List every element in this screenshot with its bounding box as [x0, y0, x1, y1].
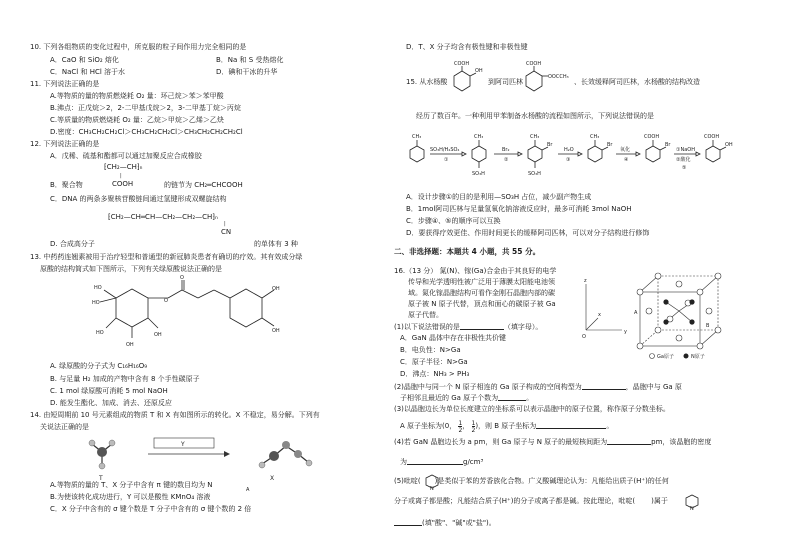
- svg-text:OH: OH: [475, 68, 483, 74]
- q16-part2-line1: (2)晶胞中与同一个 N 原子相连的 Ga 原子构成的空间构型为 ，晶胞中与 Ga 原: [394, 383, 682, 391]
- left-column: [24, 0, 384, 560]
- pyridine-structure-2: [682, 492, 702, 512]
- svg-text:CH₃: CH₃: [412, 134, 422, 140]
- svg-text:y: y: [624, 329, 627, 335]
- q16-part5-line2: 分子或离子都是酸；凡能结合质子(H⁺)的分子或离子都是碱。按此理论，吡啶( )属于: [394, 497, 668, 505]
- q16-part4-line1: (4)若 GaN 晶胞边长为 a pm，则 Ga 原子与 N 原子的最短核间距为 pm，该晶胞的密度: [394, 438, 712, 446]
- svg-text:O: O: [164, 298, 168, 304]
- q12-option-d: D. 合成高分子: [50, 240, 95, 248]
- q14-stem-1: 14. 由短周期前 10 号元素组成的物质 T 和 X 有如图所示的转化。X 不稳定，易分解。下列有: [30, 411, 320, 419]
- q10-option-c: C．NaCl 和 HCl 溶于水: [50, 68, 126, 76]
- gan-unit-cell-diagram: [582, 262, 732, 362]
- svg-text:③: ③: [566, 157, 571, 163]
- q11-option-c: C.等质量的物质燃烧耗 O₂ 量：乙烷＞甲烷＞乙烯＞乙炔: [50, 116, 224, 124]
- svg-text:B: B: [706, 323, 710, 329]
- svg-text:x: x: [598, 312, 601, 318]
- q16-part5-line1: (5)吡啶( )是类似于苯的芳香族化合物。广义酸碱理论认为：凡能给出质子(H⁺)的任何: [394, 477, 669, 485]
- svg-text:①NaOH: ①NaOH: [676, 147, 695, 153]
- q10-stem: 10. 下列各组物质的变化过程中，所克服的粒子间作用力完全相同的是: [30, 43, 247, 51]
- svg-text:Br₂: Br₂: [502, 147, 510, 153]
- q16-part1-option-b: B．电负性：N>Ga: [400, 346, 461, 354]
- chlorogenic-acid-structure: [86, 276, 306, 356]
- svg-text:CH₃: CH₃: [530, 134, 540, 140]
- q12-polymer-b-cooh: COOH: [112, 180, 134, 188]
- fraction-half-2: $\frac{1}{2}$: [471, 420, 476, 434]
- q12-option-b-end: 的链节为 CH₂═CHCOOH: [164, 181, 243, 189]
- aspirin-side-label: OOCCH₃: [548, 74, 569, 80]
- q13-stem-1: 13. 中药药连翘素被用于治疗轻型和普通型的新冠肺炎患者有确切的疗效。其有效成分绿: [30, 253, 303, 261]
- q13-option-b: B. 与足量 H₂ 加成的产物中含有 8 个手性碳原子: [50, 375, 200, 383]
- q14-option-b: B.为使该转化成功进行，Y 可以是酸性 KMnO₄ 溶液: [50, 493, 211, 501]
- svg-text:A: A: [634, 310, 638, 316]
- svg-text:OH: OH: [725, 142, 733, 148]
- q15-option-b: B．1mol阿司匹林与足量氢氧化钠溶液反应时，最多可消耗 3mol NaOH: [406, 205, 632, 213]
- svg-text:SO₃H: SO₃H: [472, 171, 485, 177]
- svg-text:COOH: COOH: [644, 134, 660, 140]
- q16-part5-line3: (填"酸"、"碱"或"盐")。: [394, 519, 496, 527]
- molecule-x-label: X: [270, 475, 275, 482]
- q10-option-b: B．Na 和 S 受热熔化: [216, 56, 284, 64]
- svg-text:②: ②: [504, 157, 509, 163]
- q12-polymer-b-bond: |: [120, 173, 122, 179]
- q12-polymer-b-chain: ⁅CH₂—CH⁆ₙ: [104, 163, 143, 171]
- q14-option-a-subscript: A: [246, 487, 250, 493]
- svg-text:z: z: [584, 278, 587, 284]
- q11-option-d: D.密度：CH₃CH₂CH₂Cl＞CH₃CH₂CH₂Cl＞CH₃CH₂CH₂CH₂Cl: [50, 128, 243, 136]
- svg-text:SO₃H: SO₃H: [528, 171, 541, 177]
- q15-stem-3: 、长效缓释阿司匹林，水杨酸的结构改造: [574, 78, 700, 86]
- q14-option-a: A.等物质的量的 T、X 分子中含有 π 键的数目均为 N: [50, 481, 213, 489]
- q13-stem-2: 原酸的结构简式如下图所示，下列有关绿原酸说法正确的是: [40, 265, 222, 273]
- svg-text:⑤: ⑤: [682, 165, 687, 171]
- svg-text:CH₃: CH₃: [590, 134, 600, 140]
- q12-option-c: C．DNA 的两条多聚核苷酸链间通过氢键形成双螺旋结构: [50, 195, 227, 203]
- q16-stem-2: 传导和光学透明性被广泛用于薄膜太阳能电池领: [408, 278, 555, 286]
- svg-text:O: O: [180, 275, 184, 281]
- q12-stem: 12. 下列说法正确的是: [30, 140, 100, 148]
- q16-part2-line2: 子相邻且最近的 Ga 原子个数为 。: [400, 394, 534, 402]
- svg-text:O: O: [582, 334, 586, 340]
- q15-stem-4: 经历了数百年。一种利用甲苯制备水杨酸的流程如图所示，下列说法错误的是: [416, 112, 654, 120]
- svg-text:CH₃: CH₃: [474, 134, 484, 140]
- q13-option-c: C. 1 mol 绿原酸可消耗 5 mol NaOH: [50, 387, 168, 395]
- salicylic-acid-structure: [444, 62, 484, 102]
- q14-stem-2: 关说法正确的是: [40, 423, 89, 431]
- q11-stem: 11. 下列说法正确的是: [30, 80, 100, 88]
- q16-part1-stem: (1)以下说法错误的是 （填字母）。: [394, 323, 543, 331]
- svg-text:HO: HO: [92, 300, 100, 306]
- svg-text:OH: OH: [126, 342, 134, 348]
- q12-option-d-end: 的单体有 3 种: [254, 240, 298, 248]
- q12-option-a: A．戊稀、硫基和酯都可以通过加聚反应合成橡胶: [50, 152, 202, 160]
- q15-stem-1: 15. 从水杨酸: [406, 78, 448, 86]
- q16-stem-3: 域。氮化镓晶胞结构可看作金刚石晶胞内部的碳: [408, 289, 555, 297]
- q15-option-c: C．步骤④、⑤的顺序可以互换: [406, 217, 501, 225]
- q13-option-a: A. 绿原酸的分子式为 C₁₆H₁₆O₉: [50, 362, 148, 370]
- svg-text:HO: HO: [94, 285, 102, 291]
- q16-stem-1: 16.（13 分） 氮(N)、镓(Ga)合金由于其良好的电学: [394, 267, 557, 275]
- salicylic-cooh-label: COOH: [454, 61, 470, 67]
- svg-text:OH: OH: [154, 332, 162, 338]
- svg-text:Ga原子: Ga原子: [657, 354, 674, 360]
- q12-option-b: B．聚合物: [50, 181, 83, 189]
- q16-stem-4: 原子被 N 原子代替，顶点和面心的碳原子被 Ga: [408, 300, 556, 308]
- q14-option-c: C．X 分子中含有的 σ 键个数是 T 分子中含有的 σ 键个数的 2 倍: [50, 505, 252, 513]
- svg-text:N: N: [690, 506, 694, 512]
- q10-option-d: D．碘和干冰的升华: [216, 68, 278, 76]
- fraction-half-1: $\frac{1}{2}$: [458, 420, 463, 434]
- q16-part1-option-c: C．原子半径：N>Ga: [400, 358, 468, 366]
- svg-text:OH: OH: [272, 328, 280, 334]
- svg-text:N: N: [430, 486, 434, 492]
- reaction-y-label: Y: [181, 441, 185, 448]
- svg-text:SO₃H/H₂SO₄: SO₃H/H₂SO₄: [430, 147, 460, 153]
- svg-text:氧化: 氧化: [620, 147, 631, 153]
- svg-text:OH: OH: [272, 286, 280, 292]
- right-column: [392, 0, 752, 560]
- q16-part3-line2: A 原子坐标为(0， $\frac{1}{2}$， $\frac{1}{2}$)，则 B 原子坐标为 。: [400, 420, 614, 434]
- aspirin-structure: [516, 62, 576, 102]
- svg-text:Br: Br: [547, 142, 553, 148]
- q15-stem-2: 到阿司匹林: [488, 78, 523, 86]
- q10-option-a: A．CaO 和 SiO₂ 熔化: [50, 56, 119, 64]
- section-heading: 二、非选择题：本题共 4 小题，共 55 分。: [394, 247, 541, 256]
- molecule-t-label: T: [99, 475, 103, 482]
- synthesis-flow-diagram: [402, 128, 742, 188]
- q15-option-d: D．要获得疗效更佳、作用时间更长的缓释阿司匹林，可以对分子结构进行修饰: [406, 229, 650, 237]
- q16-part1-option-d: D．沸点：NH₃ > PH₃: [400, 370, 470, 378]
- svg-text:COOH: COOH: [704, 134, 720, 140]
- q12-polymer-d-chain: ⁅CH₂—CH═CH—CH₂—CH₂—CH⁆ₙ: [108, 213, 218, 221]
- q16-part1-option-a: A．GaN 晶体中存在非极性共价键: [400, 334, 506, 342]
- q11-option-a: A.等物质的量的物质燃烧耗 O₂ 量：环己烷＞苯＞苯甲酸: [50, 92, 224, 100]
- svg-text:④: ④: [624, 157, 629, 163]
- svg-text:Br: Br: [607, 142, 613, 148]
- q12-polymer-d-cn: CN: [221, 228, 232, 236]
- q16-stem-5: 原子代替。: [408, 311, 443, 319]
- q13-option-d: D. 能发生酯化、加成、消去、还原反应: [50, 399, 172, 407]
- svg-text:H₂O: H₂O: [564, 147, 574, 153]
- svg-text:②酸化: ②酸化: [676, 157, 691, 163]
- q14-reaction-diagram: [64, 434, 364, 484]
- q12-polymer-d-bond: |: [224, 221, 226, 227]
- q15-option-a: A．设计步骤①的目的是利用—SO₃H 占位，减少副产物生成: [406, 193, 592, 201]
- svg-text:①: ①: [444, 157, 449, 163]
- svg-text:N原子: N原子: [691, 354, 705, 360]
- q16-part3-line1: (3)以晶胞边长为单位长度建立的坐标系可以表示晶胞中的原子位置，称作原子分数坐标。: [394, 405, 670, 413]
- svg-text:HO: HO: [96, 330, 104, 336]
- q16-part4-line2: 为 g/cm³: [400, 458, 484, 466]
- q11-option-b: B.沸点：正戊烷＞2，2-二甲基戊烷＞2，3-二甲基丁烷＞丙烷: [50, 104, 241, 112]
- svg-text:Br: Br: [665, 142, 671, 148]
- aspirin-cooh-label: COOH: [526, 61, 542, 67]
- q14-option-d: D．T、X 分子均含有极性键和非极性键: [406, 43, 528, 51]
